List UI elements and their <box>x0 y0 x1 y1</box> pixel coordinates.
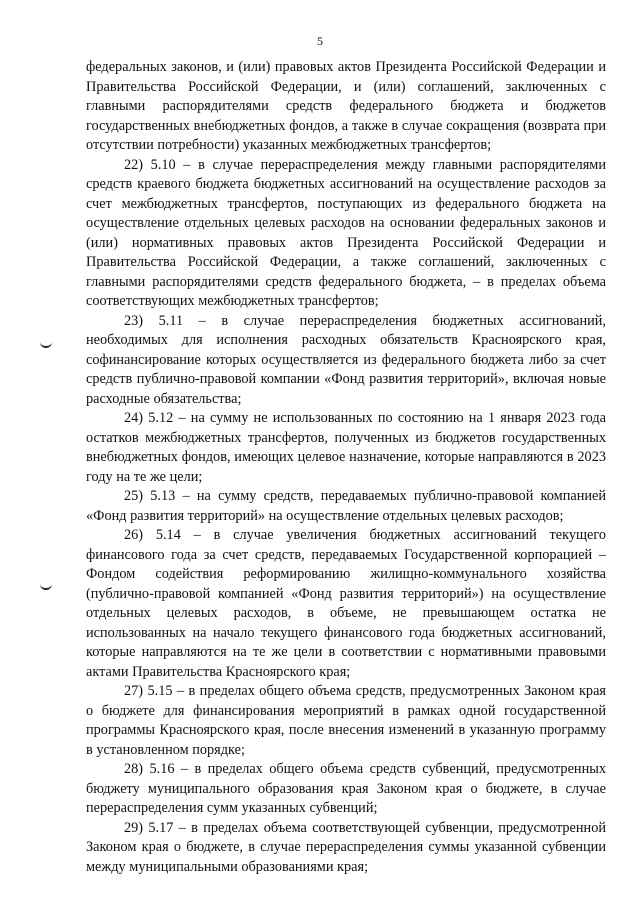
paragraph-item-25: 25) 5.13 – на сумму средств, передаваемых публично-правовой компанией «Фонд развития территорий» на осуществление отдельных целевых расходов; <box>86 488 606 524</box>
document-body <box>86 58 606 877</box>
paragraph-item-23: 23) 5.11 – в случае перераспределения бюджетных ассигнований, необходимых для исполнения расходных обязательств Красноярского края, софинансирование которых осуществляется из федерального бюджета либо за счет средств публично-правовой компании «Фонд развития территорий», включая новые расходные обязательства; <box>86 312 606 407</box>
paragraph-item-24: 24) 5.12 – на сумму не использованных по состоянию на 1 января 2023 года остатков межбюджетных трансфертов, полученных из бюджетов государственных внебюджетных фондов, имеющих целевое назначение, которые направляются в 2023 году на те же цели; <box>86 410 606 485</box>
paragraph-item-28: 28) 5.16 – в пределах общего объема средств субвенций, предусмотренных бюджету муниципального образования края Законом края о бюджете, в случае перераспределения сумм указанных субвенций; <box>86 761 606 816</box>
margin-mark <box>40 338 52 348</box>
page-number: 5 <box>317 34 323 48</box>
paragraph-continuation: федеральных законов, и (или) правовых актов Президента Российской Федерации и Правительства Российской Федерации, и (или) соглашений, заключенных с главными распорядителями средств федерального бюджета и бюджетов государственных внебюджетных фондов, а также в случае сокращения (возврата при отсутствии потребности) указанных межбюджетных трансфертов; <box>86 59 606 153</box>
paragraph-item-29: 29) 5.17 – в пределах объема соответствующей субвенции, предусмотренной Законом края о бюджете, в случае перераспределения суммы указанной субвенции между муниципальными образованиями края; <box>86 819 606 875</box>
paragraph-item-26: 26) 5.14 – в случае увеличения бюджетных ассигнований текущего финансового года за счет средств, передаваемых Государственной корпорацией – Фондом содействия реформированию жилищно-коммунального хозяйства (публично-правовой компанией «Фонд развития территорий») на осуществление отдельных целевых расходов, в объеме, не превышающем остатка не использованных на начало текущего финансового года бюджетных ассигнований, которые направляются на те же цели в соответствии с нормативными правовыми актами Правительства Красноярского края; <box>86 527 606 680</box>
paragraph-item-22: 22) 5.10 – в случае перераспределения между главными распорядителями средств краевого бюджета бюджетных ассигнований на осуществление расходов за счет межбюджетных трансфертов, поступающих из федерального бюджета на осуществление отдельных целевых расходов на основании федеральных законов и (или) нормативных правовых актов Президента Российской Федерации и Правительства Российской Федерации, а также соглашений, заключенных с главными распорядителями средств федерального бюджета, – в пределах объема соответствующих межбюджетных трансфертов; <box>86 156 606 309</box>
margin-mark <box>40 580 52 590</box>
paragraph-item-27: 27) 5.15 – в пределах общего объема средств, предусмотренных Законом края о бюджете для финансирования мероприятий в рамках одной государственной программы Красноярского края, после внесения изменений в указанную программу в установленном порядке; <box>86 683 606 758</box>
